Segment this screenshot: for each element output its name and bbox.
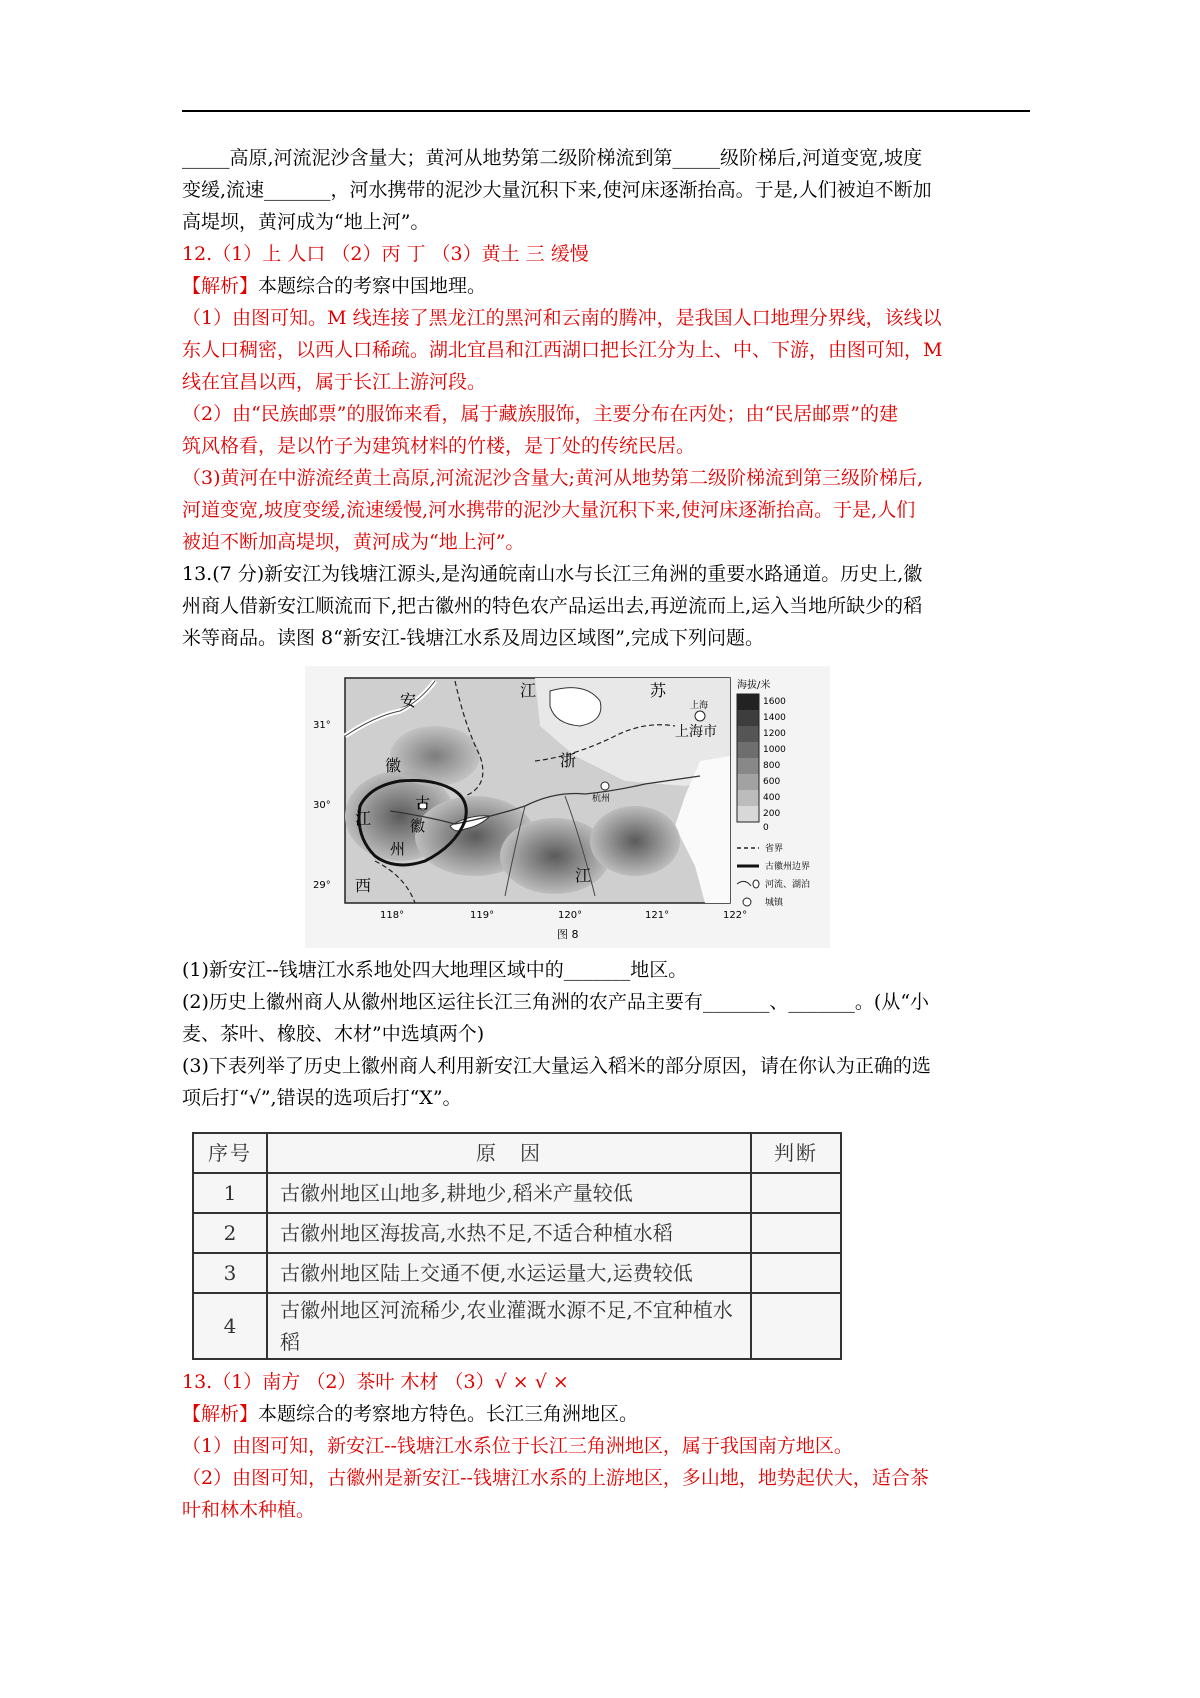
q13-stem-line3: 米等商品。读图 8“新安江-钱塘江水系及周边区域图”,完成下列问题。 [182, 627, 765, 649]
q13-sub3-line1: (3)下表列举了历史上徽州商人利用新安江大量运入稻米的部分原因，请在你认为正确的选 [182, 1055, 931, 1077]
q13-sub2-line1: (2)历史上徽州商人从徽州地区运往长江三角洲的农产品主要有_______、_______。(从“小 [182, 991, 930, 1013]
q12-analysis-p2-line2: 筑风格看，是以竹子为建筑材料的竹楼，是丁处的传统民居。 [182, 435, 696, 457]
map-label: 徽 [385, 756, 402, 775]
q13-sub3-line2: 项后打“√”,错误的选项后打“X”。 [182, 1087, 462, 1109]
legend-title: 海拔/米 [737, 680, 771, 691]
q13-analysis-a2-line1: （2）由图可知，古徽州是新安江--钱塘江水系的上游地区，多山地，地势起伏大，适合茶 [182, 1467, 929, 1489]
q13-analysis-intro: 本题综合的考察地方特色。长江三角洲地区。 [258, 1403, 639, 1425]
legend-level: 400 [763, 793, 781, 803]
figure-caption: 图 8 [557, 928, 579, 941]
map-label: 古 [415, 794, 431, 812]
table-header-cell: 序号 [193, 1133, 267, 1173]
map-label: 江 [520, 681, 537, 700]
row-judge [751, 1253, 841, 1293]
table-header-cell: 判断 [751, 1133, 841, 1173]
q13-answer: 13.（1）南方 （2）茶叶 木材 （3）√ × √ × [182, 1371, 569, 1393]
legend-level: 600 [763, 777, 781, 787]
row-judge [751, 1213, 841, 1253]
table-row [193, 1173, 841, 1213]
map-figure [305, 666, 830, 948]
row-number: 3 [193, 1253, 267, 1293]
table-row [193, 1213, 841, 1253]
lat-label: 30° [313, 800, 331, 811]
q13-stem-line1: 13.(7 分)新安江为钱塘江源头,是沟通皖南山水与长江三角洲的重要水路通道。历史上,徽 [182, 563, 923, 585]
q11-tail-line2: 变缓,流速_______，河水携带的泥沙大量沉积下来,使河床逐渐抬高。于是,人们被迫不断加 [182, 179, 932, 201]
row-number: 4 [193, 1293, 267, 1359]
document-body [182, 142, 1032, 1526]
lon-label: 118° [380, 910, 405, 921]
table-row [193, 1253, 841, 1293]
elevation-legend [737, 694, 759, 822]
lat-label: 31° [313, 720, 331, 731]
q13-sub1: (1)新安江--钱塘江水系地处四大地理区域中的_______地区。 [182, 959, 688, 981]
legend-item: 省界 [765, 844, 784, 854]
q11-tail-line1: _____高原,河流泥沙含量大；黄河从地势第二级阶梯流到第_____级阶梯后,河道变宽,坡度 [182, 147, 923, 169]
q12-analysis-p3-line3: 被迫不断加高堤坝，黄河成为“地上河”。 [182, 531, 525, 553]
lon-label: 121° [645, 910, 670, 921]
legend-level: 1400 [763, 713, 786, 723]
row-reason: 古徽州地区山地多,耕地少,稻米产量较低 [267, 1173, 751, 1213]
map-label: 苏 [650, 681, 667, 700]
map-label: 上海市 [675, 724, 717, 740]
q12-analysis-label: 【解析】 [182, 275, 259, 297]
legend-level: 0 [763, 823, 769, 833]
legend-town-symbol [743, 898, 751, 906]
xinanjiang-qiantangjiang-map [305, 666, 830, 948]
row-judge [751, 1173, 841, 1213]
q11-tail-line3: 高堤坝，黄河成为“地上河”。 [182, 211, 430, 233]
town-shanghai [695, 711, 705, 721]
map-label: 西 [355, 876, 372, 895]
legend-level: 1000 [763, 745, 786, 755]
row-reason: 古徽州地区陆上交通不便,水运运量大,运费较低 [267, 1253, 751, 1293]
legend-river-symbol [737, 881, 751, 886]
reasons-table [192, 1132, 842, 1360]
legend-level: 800 [763, 761, 781, 771]
legend-item: 河流、湖泊 [765, 880, 811, 890]
map-label: 州 [390, 840, 406, 858]
mountain-area [590, 806, 680, 876]
table-header-row [193, 1133, 841, 1173]
q13-stem-line2: 州商人借新安江顺流而下,把古徽州的特色农产品运出去,再逆流而上,运入当地所缺少的稻 [182, 595, 923, 617]
q13-analysis-a2-line2: 叶和林木种植。 [182, 1499, 316, 1521]
map-label: 杭州 [592, 794, 611, 804]
q13-sub2-line2: 麦、茶叶、橡胶、木材”中选填两个) [182, 1023, 485, 1045]
q13-analysis-a1: （1）由图可知，新安江--钱塘江水系位于长江三角洲地区，属于我国南方地区。 [182, 1435, 853, 1457]
q12-analysis-p3-line2: 河道变宽,坡度变缓,流速缓慢,河水携带的泥沙大量沉积下来,使河床逐渐抬高。于是,人们 [182, 499, 916, 521]
lon-label: 122° [723, 910, 748, 921]
mountain-area [390, 726, 480, 786]
legend-item: 古徽州边界 [765, 862, 811, 872]
row-reason: 古徽州地区河流稀少,农业灌溉水源不足,不宜种植水稻 [267, 1293, 751, 1359]
q12-analysis-intro: 本题综合的考察中国地理。 [258, 275, 487, 297]
q12-analysis-p1-line2: 东人口稠密，以西人口稀疏。湖北宜昌和江西湖口把长江分为上、中、下游，由图可知，M [182, 339, 943, 361]
map-label: 江 [575, 866, 592, 885]
lat-label: 29° [313, 880, 331, 891]
legend-lake-symbol [753, 880, 759, 888]
row-judge [751, 1293, 841, 1359]
lon-label: 119° [470, 910, 495, 921]
row-number: 2 [193, 1213, 267, 1253]
q12-analysis-p1-line3: 线在宜昌以西，属于长江上游河段。 [182, 371, 487, 393]
table-header-cell: 原 因 [267, 1133, 751, 1173]
q12-analysis-p2-line1: （2）由“民族邮票”的服饰来看，属于藏族服饰，主要分布在丙处；由“民居邮票”的建 [182, 403, 898, 425]
legend-level: 1600 [763, 697, 786, 707]
q12-analysis-p3-line1: （3)黄河在中游流经黄土高原,河流泥沙含量大;黄河从地势第二级阶梯流到第三级阶梯后, [182, 467, 923, 489]
map-label: 江 [355, 809, 372, 828]
legend-level: 200 [763, 809, 781, 819]
q13-analysis-label: 【解析】 [182, 1403, 259, 1425]
lon-label: 120° [558, 910, 583, 921]
town-hangzhou [601, 782, 609, 790]
legend-item: 城镇 [765, 898, 784, 908]
row-reason: 古徽州地区海拔高,水热不足,不适合种植水稻 [267, 1213, 751, 1253]
map-label: 上海 [690, 701, 709, 711]
map-label: 徽 [410, 817, 426, 835]
q12-answer: 12.（1）上 人口 （2）丙 丁 （3）黄土 三 缓慢 [182, 243, 589, 265]
table-row [193, 1293, 841, 1359]
q12-analysis-p1-line1: （1）由图可知。M 线连接了黑龙江的黑河和云南的腾冲，是我国人口地理分界线，该线以 [182, 307, 942, 329]
row-number: 1 [193, 1173, 267, 1213]
map-label: 浙 [560, 751, 577, 770]
header-rule [182, 110, 1030, 112]
map-label: 安 [400, 691, 417, 710]
legend-level: 1200 [763, 729, 786, 739]
